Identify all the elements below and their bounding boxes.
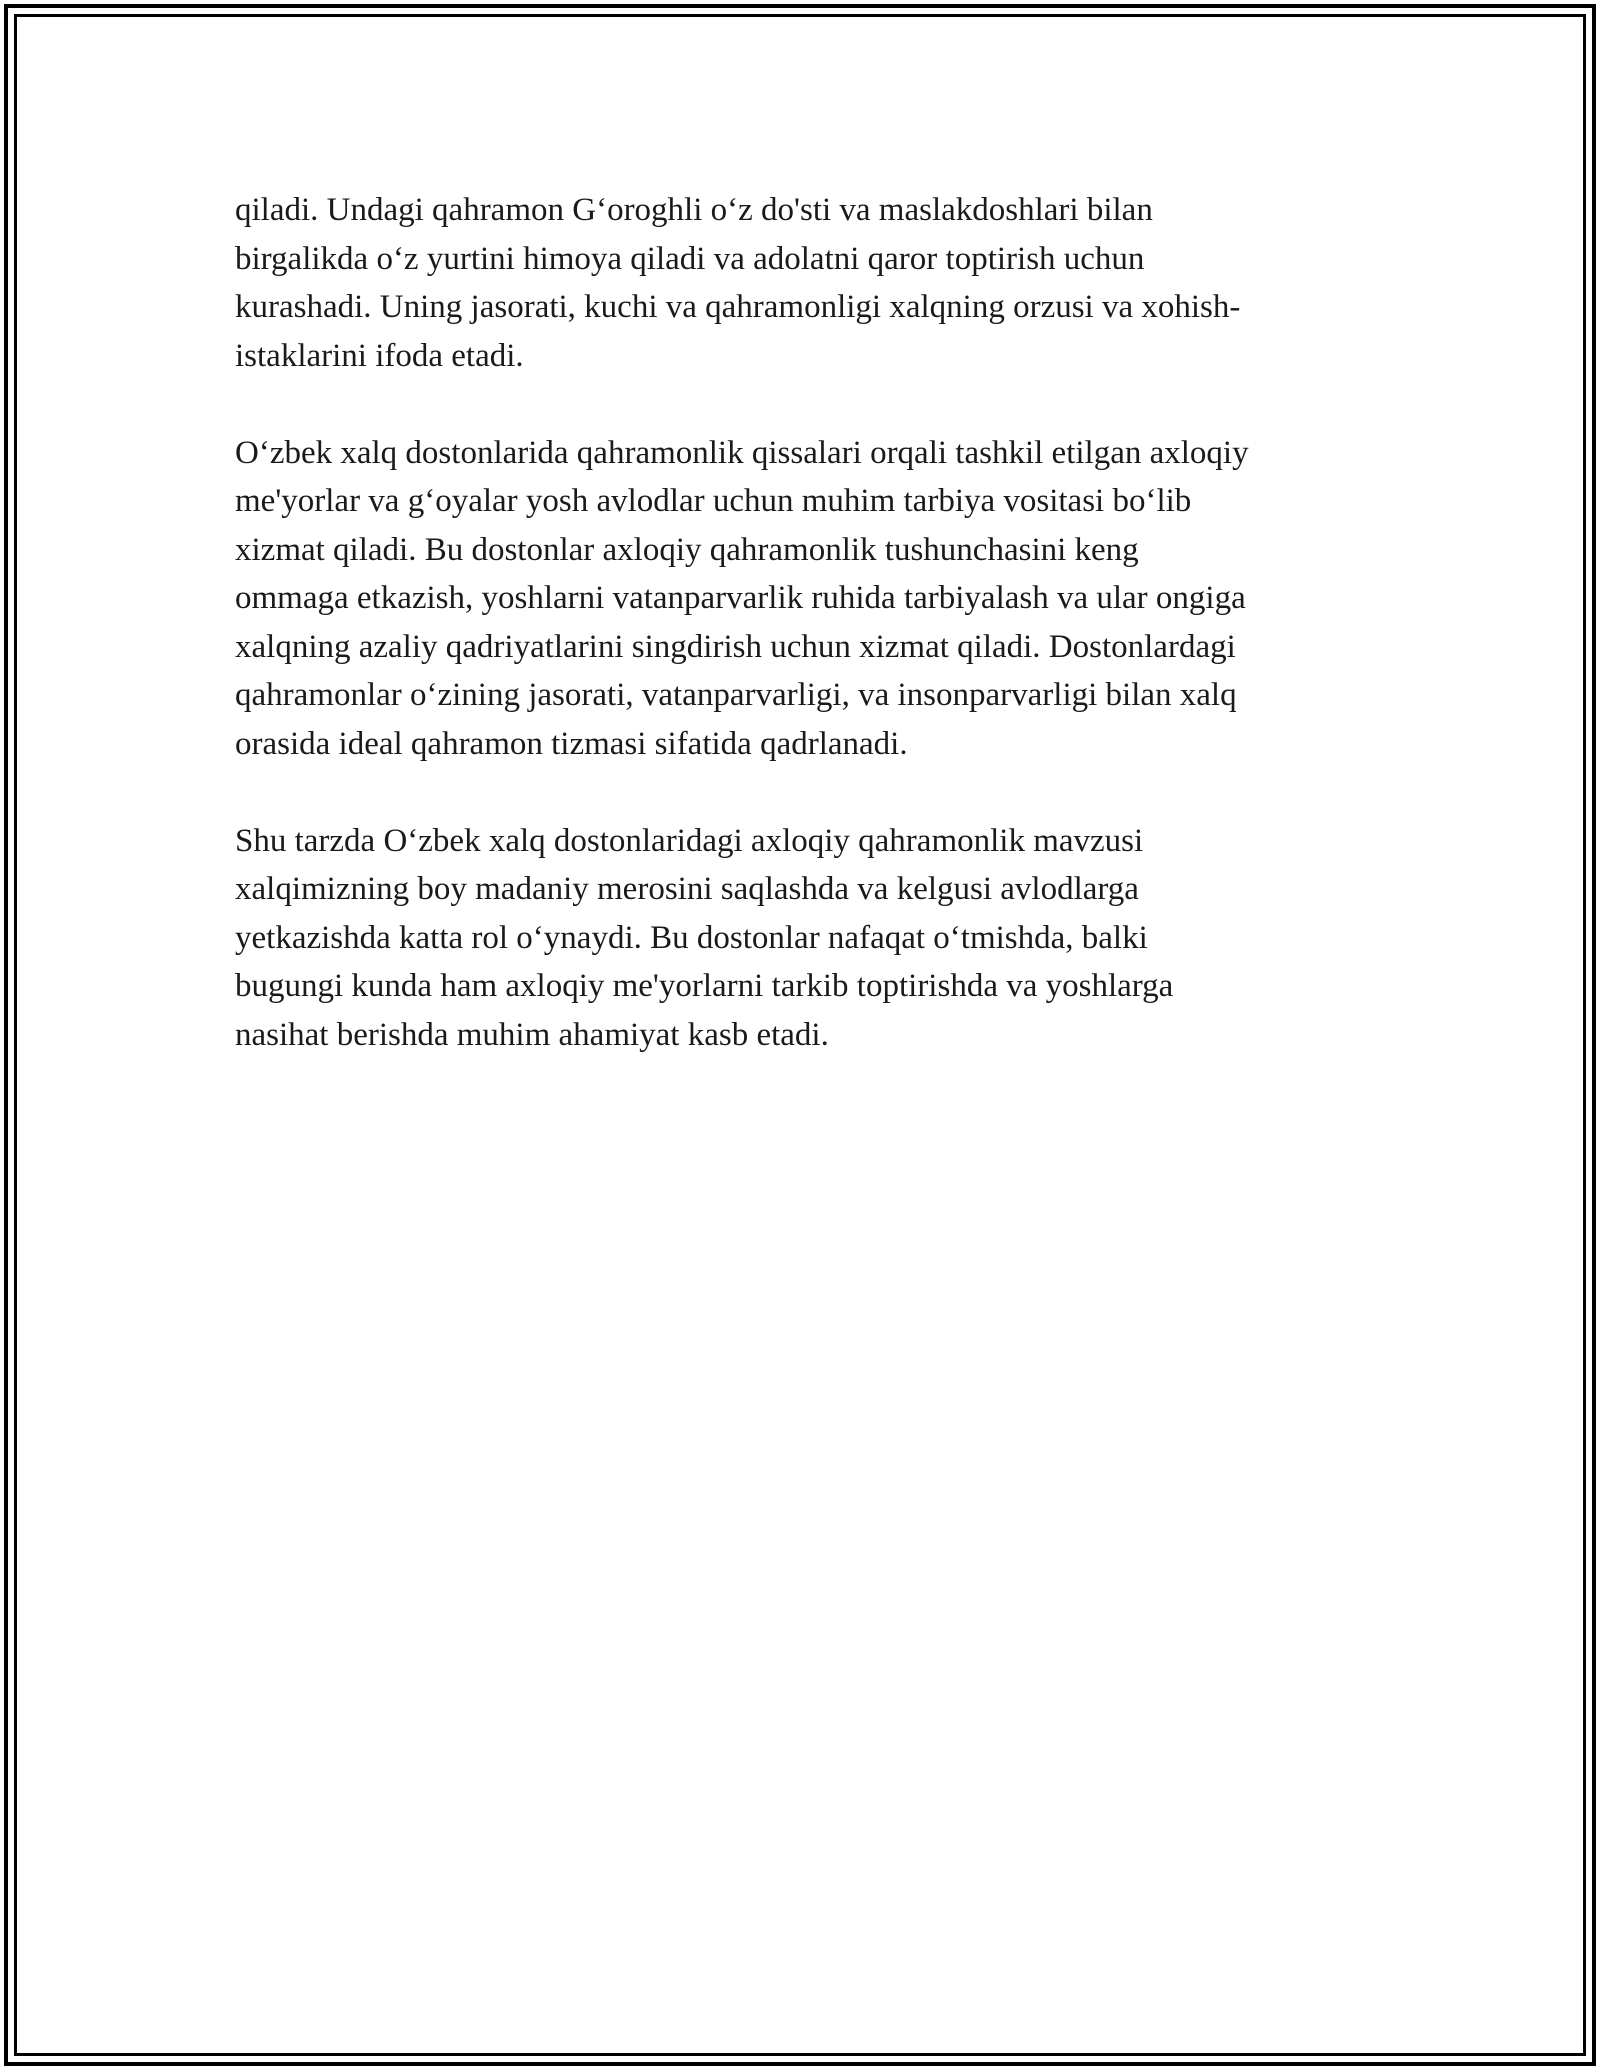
text-line: nasihat berishda muhim ahamiyat kasb etadi.	[235, 1016, 829, 1053]
text-line: bugungi kunda ham axloqiy me'yorlarni tarkib toptirishda va yoshlarga	[235, 968, 1174, 1004]
document-body	[235, 186, 1375, 1108]
text-line: me'yorlar va g‘oyalar yosh avlodlar uchun muhim tarbiya vositasi bo‘lib	[235, 483, 1192, 519]
text-line: qahramonlar o‘zining jasorati, vatanparvarligi, va insonparvarligi bilan xalq	[235, 677, 1237, 713]
text-line: birgalikda o‘z yurtini himoya qiladi va adolatni qaror toptirish uchun	[235, 240, 1145, 277]
text-line: xalqning azaliy qadriyatlarini singdirish uchun xizmat qiladi. Dostonlardagi	[235, 628, 1236, 665]
text-line: Shu tarzda O‘zbek xalq dostonlaridagi axloqiy qahramonlik mavzusi	[235, 822, 1144, 859]
paragraph-3	[235, 817, 1375, 1060]
paragraph-2	[235, 429, 1375, 769]
text-line: xizmat qiladi. Bu dostonlar axloqiy qahramonlik tushunchasini keng	[235, 531, 1139, 568]
text-line: istaklarini ifoda etadi.	[235, 337, 524, 374]
paragraph-1	[235, 186, 1375, 380]
text-line: ommaga etkazish, yoshlarni vatanparvarlik ruhida tarbiyalash va ular ongiga	[235, 580, 1246, 616]
text-line: orasida ideal qahramon tizmasi sifatida qadrlanadi.	[235, 725, 908, 762]
text-line: kurashadi. Uning jasorati, kuchi va qahramonligi xalqning orzusi va xohish-	[235, 289, 1241, 325]
text-line: qiladi. Undagi qahramon G‘oroghli o‘z do'sti va maslakdoshlari bilan	[235, 192, 1153, 228]
text-line: xalqimizning boy madaniy merosini saqlashda va kelgusi avlodlarga	[235, 871, 1139, 907]
text-line: O‘zbek xalq dostonlarida qahramonlik qissalari orqali tashkil etilgan axloqiy	[235, 434, 1249, 471]
text-line: yetkazishda katta rol o‘ynaydi. Bu dostonlar nafaqat o‘tmishda, balki	[235, 919, 1148, 956]
